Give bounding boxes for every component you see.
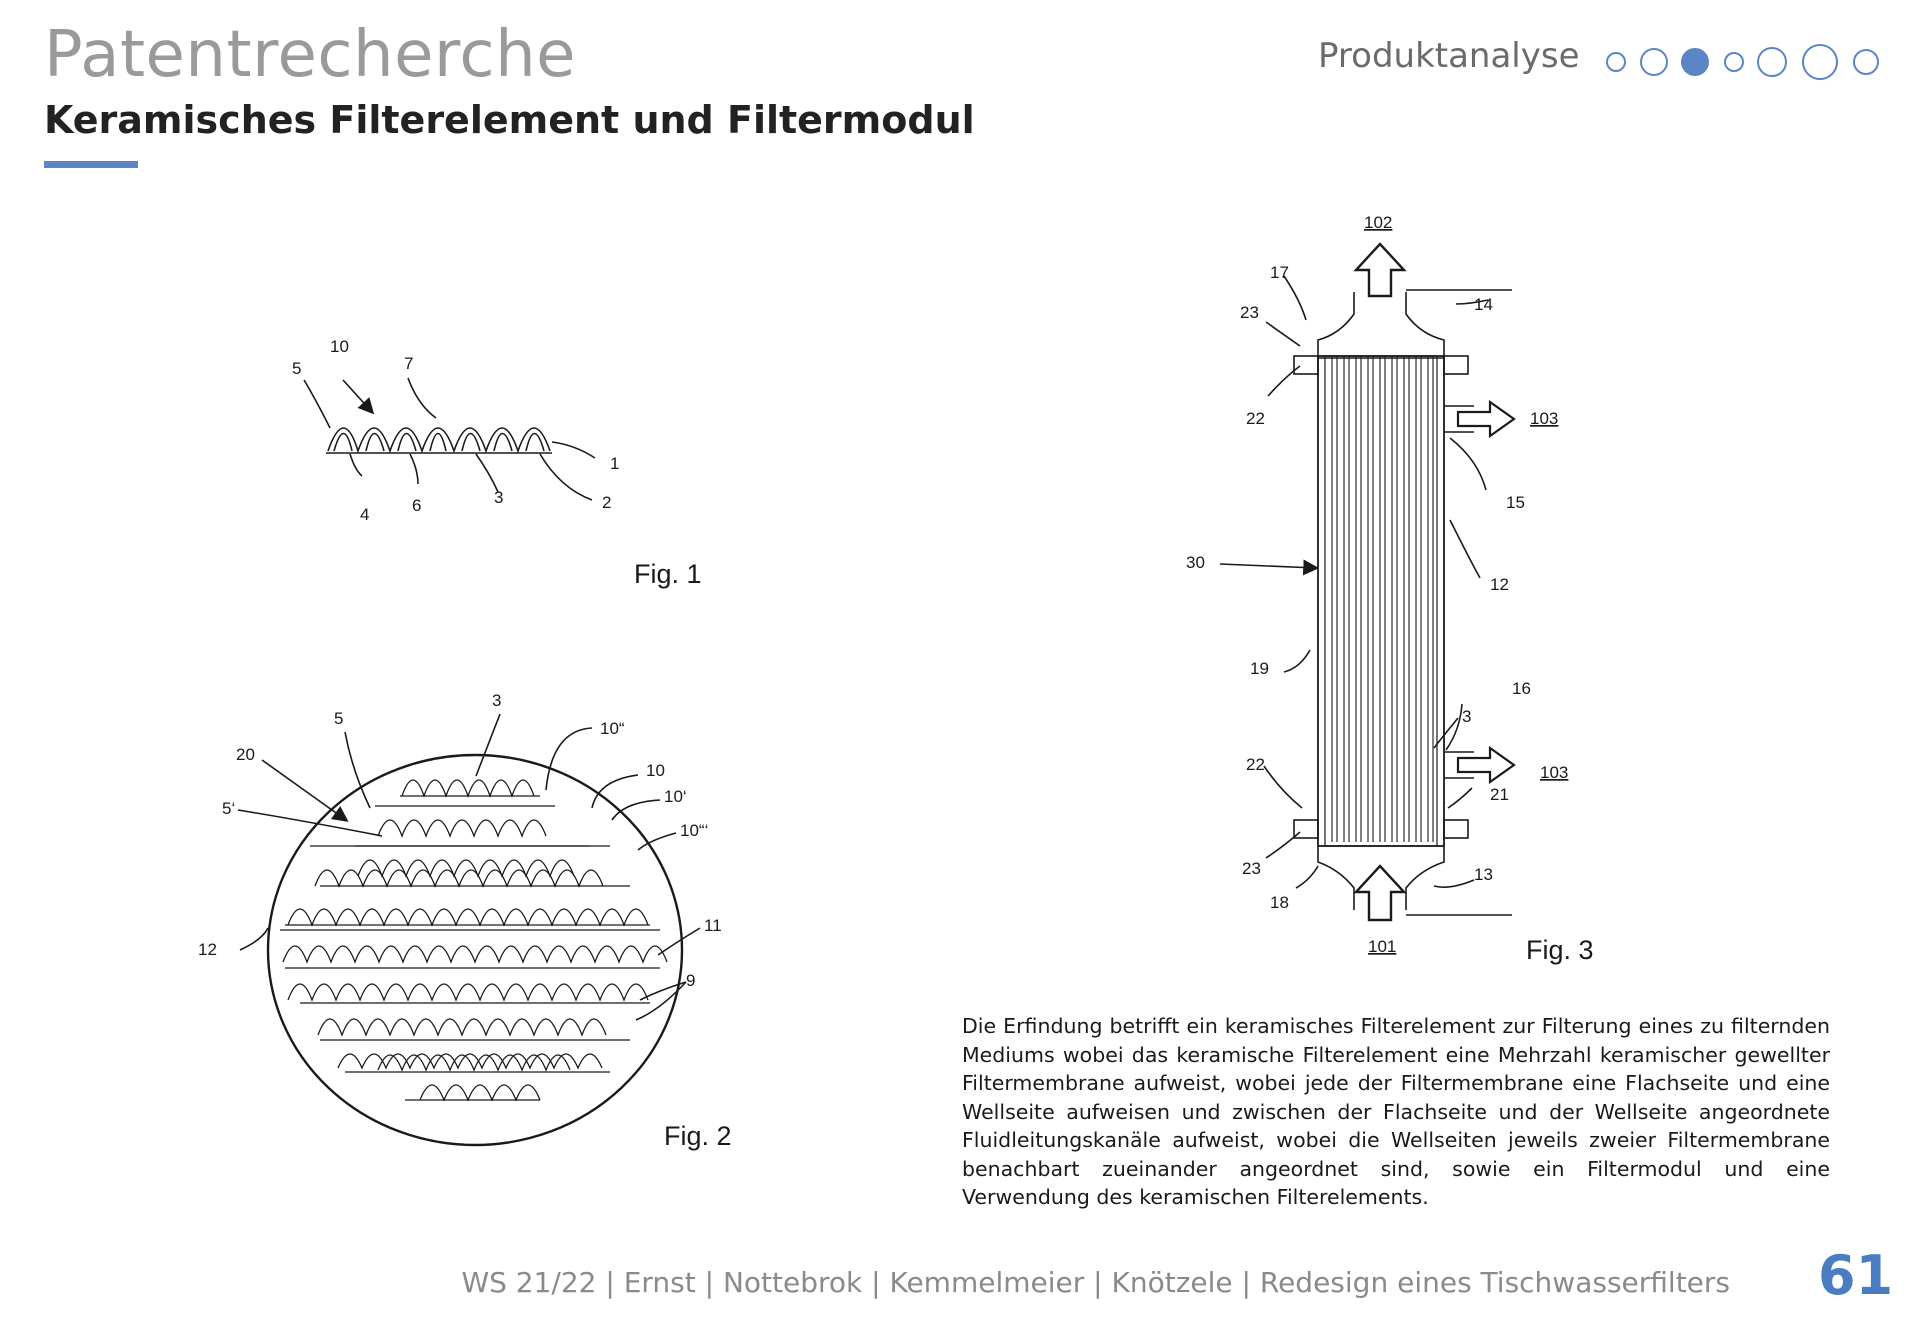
page-title: Patentrecherche <box>44 18 576 92</box>
fig3-label: 30 <box>1186 553 1205 572</box>
fig3-label: 19 <box>1250 659 1269 678</box>
fig3-label: 17 <box>1270 263 1289 282</box>
fig3-label: 101 <box>1368 937 1397 956</box>
fig2-label: 9 <box>686 971 696 990</box>
fig3-label: 12 <box>1490 575 1509 594</box>
fig1-caption: Fig. 1 <box>634 559 702 589</box>
footer-text: WS 21/22 | Ernst | Nottebrok | Kemmelmeier | Knötzele | Redesign eines Tischwasserfilters <box>461 1266 1730 1299</box>
fig3-label: 22 <box>1246 409 1265 428</box>
fig2-caption: Fig. 2 <box>664 1121 732 1151</box>
figure-3 <box>1220 230 1514 920</box>
fig3-label: 22 <box>1246 755 1265 774</box>
fig1-label: 10 <box>330 337 349 356</box>
fig3-label: 3 <box>1462 707 1472 726</box>
fig1-label: 5 <box>292 359 302 378</box>
fig3-label: 21 <box>1490 785 1509 804</box>
fig2-label: 12 <box>198 940 217 959</box>
fig3-label: 14 <box>1474 295 1493 314</box>
fig2-label: 10 <box>646 761 665 780</box>
fig1-label: 7 <box>404 354 414 373</box>
fig2-label: 5 <box>334 709 344 728</box>
fig3-label: 23 <box>1242 859 1261 878</box>
page-subtitle: Keramisches Filterelement und Filtermodul <box>44 98 975 142</box>
fig2-label: 20 <box>236 745 255 764</box>
fig3-label: 16 <box>1512 679 1531 698</box>
figure-3-labels <box>1186 213 1594 965</box>
fig2-label: 3 <box>492 691 502 710</box>
figure-2 <box>238 714 700 1145</box>
page-number: 61 <box>1818 1244 1894 1307</box>
fig3-label: 13 <box>1474 865 1493 884</box>
patent-description: Die Erfindung betrifft ein keramisches Filterelement zur Filterung eines zu filternden Mediums wobei das keramische Filterelement eine Mehrzahl keramischer gewellter Filtermembrane aufweist, wobei jede der Filtermembrane eine Flachseite und eine Wellseite aufweisen und zwischen der Flachseite und der Wellseite angeordnete Fluidleitungskanäle aufweist, wobei die Wellseiten jeweils zweier Filtermembrane benachbart zueinander angeordnet sind, sowie ein Filtermodul und eine Verwendung des keramischen Filterelements. <box>962 1014 1830 1209</box>
section-label: Produktanalyse <box>1318 36 1580 76</box>
fig3-label: 102 <box>1364 213 1393 232</box>
fig1-label: 1 <box>610 454 620 473</box>
fig3-label: 103 <box>1540 763 1569 782</box>
fig3-label: 15 <box>1506 493 1525 512</box>
fig2-label: 10“ <box>600 719 625 738</box>
figure-1 <box>304 378 595 500</box>
figure-2-labels <box>198 691 732 1151</box>
fig1-label: 2 <box>602 493 612 512</box>
fig3-label: 103 <box>1530 409 1559 428</box>
fig1-label: 3 <box>494 488 504 507</box>
fig2-label: 10‘ <box>664 787 687 806</box>
fig3-caption: Fig. 3 <box>1526 935 1594 965</box>
fig1-label: 4 <box>360 505 370 524</box>
fig3-label: 18 <box>1270 893 1289 912</box>
fig2-label: 5‘ <box>222 799 236 818</box>
fig2-label: 10“‘ <box>680 821 709 840</box>
fig1-label: 6 <box>412 496 422 515</box>
fig2-label: 11 <box>704 916 722 935</box>
fig3-label: 23 <box>1240 303 1259 322</box>
